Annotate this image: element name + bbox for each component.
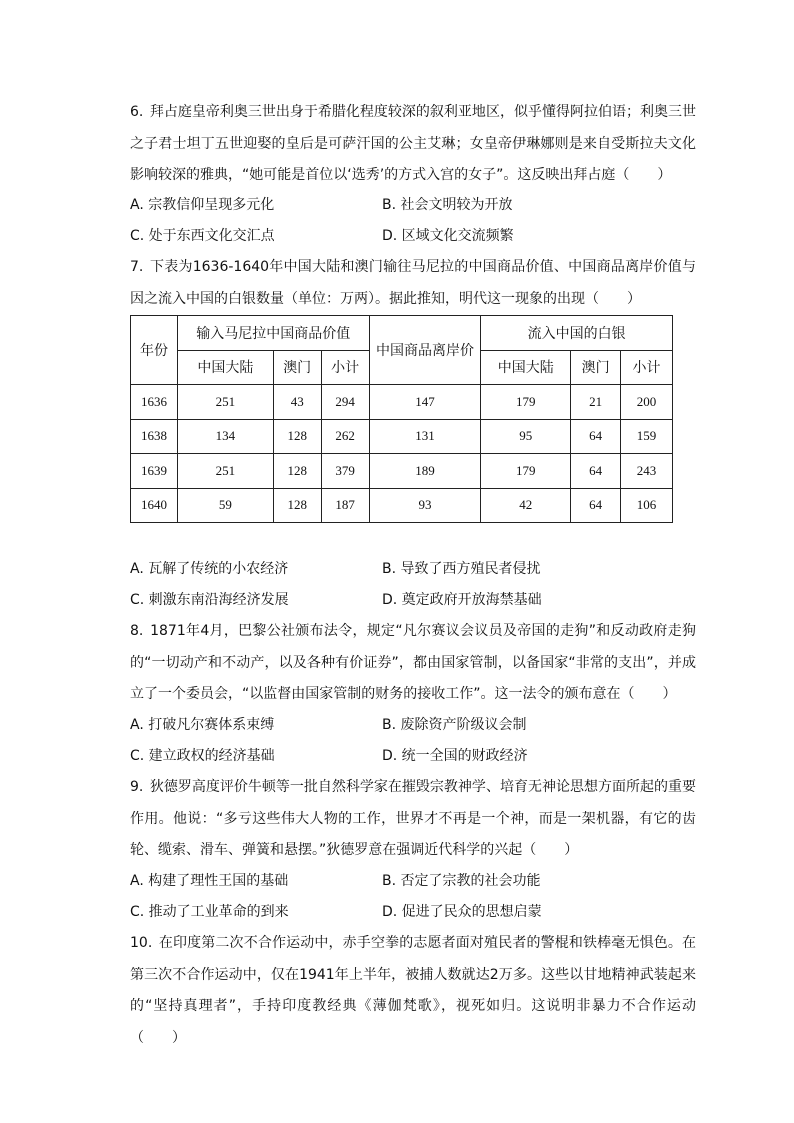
table-cell: 64: [571, 454, 621, 489]
option-a[interactable]: A. 构建了理性王国的基础: [130, 873, 289, 889]
table-row: [131, 419, 673, 454]
question-number: 9.: [130, 779, 144, 795]
question-text: 拜占庭皇帝利奥三世出身于希腊化程度较深的叙利亚地区，似乎懂得阿拉伯语；利奥三世之子君士坦丁五世迎娶的皇后是可萨汗国的公主艾琳；女皇帝伊琳娜则是来自受斯拉夫文化影响较深的雅典，“她可能是首位以‘选秀’的方式入宫的女子”。这反映出拜占庭（ ）: [130, 104, 697, 183]
subheader-macau: 澳门: [273, 350, 321, 385]
table-row: [131, 488, 673, 523]
table-cell: 243: [621, 454, 673, 489]
question-6-options: [130, 190, 696, 252]
table-cell: 1638: [131, 419, 178, 454]
table-cell: 64: [571, 419, 621, 454]
table-cell: 134: [177, 419, 273, 454]
option-d[interactable]: D. 统一全国的财政经济: [382, 748, 528, 764]
option-a[interactable]: A. 打破凡尔赛体系束缚: [130, 717, 275, 733]
table-cell: 95: [481, 419, 571, 454]
table-cell: 179: [481, 454, 571, 489]
option-b[interactable]: B. 否定了宗教的社会功能: [382, 873, 541, 889]
table-cell: 179: [481, 385, 571, 420]
question-6: [130, 97, 696, 192]
table-row: [131, 385, 673, 420]
option-b[interactable]: B. 废除资产阶级议会制: [382, 717, 527, 733]
table-cell: 131: [369, 419, 481, 454]
table-cell: 128: [273, 454, 321, 489]
table-cell: 1640: [131, 488, 178, 523]
subheader-subtotal: 小计: [321, 350, 369, 385]
option-c[interactable]: C. 推动了工业革命的到来: [130, 904, 289, 920]
question-text: 1871年4月，巴黎公社颁布法令，规定“凡尔赛议会议员及帝国的走狗”和反动政府走狗的“一切动产和不动产，以及各种有价证券”，都由国家管制，以备国家“非常的支出”，并成立了一个委员会，“以监督由国家管制的财务的接收工作”。这一法令的颁布意在（ ）: [130, 623, 696, 702]
question-8-options: [130, 710, 696, 772]
table-cell: 379: [321, 454, 369, 489]
subheader-mainland: 中国大陆: [481, 350, 571, 385]
table-cell: 187: [321, 488, 369, 523]
table-cell: 64: [571, 488, 621, 523]
table-cell: 128: [273, 488, 321, 523]
header-manila-goods-value: 输入马尼拉中国商品价值: [177, 316, 369, 351]
question-text: 狄德罗高度评价牛顿等一批自然科学家在摧毁宗教神学、培育无神论思想方面所起的重要作用。他说：“多亏这些伟大人物的工作，世界才不再是一个神，而是一架机器，有它的齿轮、缆索、滑车、弹簧和悬摆。”狄德罗意在强调近代科学的兴起（ ）: [130, 779, 697, 858]
subheader-subtotal: 小计: [621, 350, 673, 385]
question-7: [130, 252, 696, 315]
option-a[interactable]: A. 宗教信仰呈现多元化: [130, 197, 275, 213]
table-cell: 159: [621, 419, 673, 454]
header-fob-price: 中国商品离岸价: [369, 316, 481, 385]
table-cell: 1636: [131, 385, 178, 420]
header-year: 年份: [131, 316, 178, 385]
table-cell: 59: [177, 488, 273, 523]
question-8: [130, 616, 696, 711]
table-cell: 42: [481, 488, 571, 523]
table-cell: 251: [177, 385, 273, 420]
table-cell: 200: [621, 385, 673, 420]
table-cell: 1639: [131, 454, 178, 489]
silver-trade-table: [130, 315, 673, 523]
option-d[interactable]: D. 奠定政府开放海禁基础: [382, 592, 542, 608]
table-cell: 147: [369, 385, 481, 420]
option-b[interactable]: B. 导致了西方殖民者侵扰: [382, 561, 541, 577]
subheader-mainland: 中国大陆: [177, 350, 273, 385]
question-9: [130, 772, 696, 867]
table-row: [131, 454, 673, 489]
question-9-options: [130, 866, 696, 928]
table-cell: 262: [321, 419, 369, 454]
table-cell: 43: [273, 385, 321, 420]
question-number: 6.: [130, 104, 144, 120]
subheader-macau: 澳门: [571, 350, 621, 385]
table-cell: 189: [369, 454, 481, 489]
question-number: 7.: [130, 259, 144, 275]
option-c[interactable]: C. 处于东西文化交汇点: [130, 228, 275, 244]
option-c[interactable]: C. 刺激东南沿海经济发展: [130, 592, 289, 608]
table-cell: 128: [273, 419, 321, 454]
question-10: [130, 928, 696, 1054]
question-text: 下表为1636-1640年中国大陆和澳门输往马尼拉的中国商品价值、中国商品离岸价值与因之流入中国的白银数量（单位：万两）。据此推知，明代这一现象的出现（ ）: [130, 259, 696, 307]
option-d[interactable]: D. 促进了民众的思想启蒙: [382, 904, 542, 920]
question-text: 在印度第二次不合作运动中，赤手空拳的志愿者面对殖民者的警棍和铁棒毫无惧色。在第三次不合作运动中，仅在1941年上半年，被捕人数就达2万多。这些以甘地精神武装起来的“坚持真理者”，手持印度教经典《薄伽梵歌》，视死如归。这说明非暴力不合作运动（ ）: [130, 935, 696, 1046]
table-cell: 93: [369, 488, 481, 523]
table-cell: 106: [621, 488, 673, 523]
option-b[interactable]: B. 社会文明较为开放: [382, 197, 513, 213]
question-number: 8.: [130, 623, 144, 639]
option-a[interactable]: A. 瓦解了传统的小农经济: [130, 561, 289, 577]
table-cell: 21: [571, 385, 621, 420]
header-silver-inflow: 流入中国的白银: [481, 316, 673, 351]
option-c[interactable]: C. 建立政权的经济基础: [130, 748, 275, 764]
table-cell: 294: [321, 385, 369, 420]
option-d[interactable]: D. 区域文化交流频繁: [382, 228, 514, 244]
question-number: 10.: [130, 935, 153, 951]
table-cell: 251: [177, 454, 273, 489]
question-7-options: [130, 554, 696, 616]
